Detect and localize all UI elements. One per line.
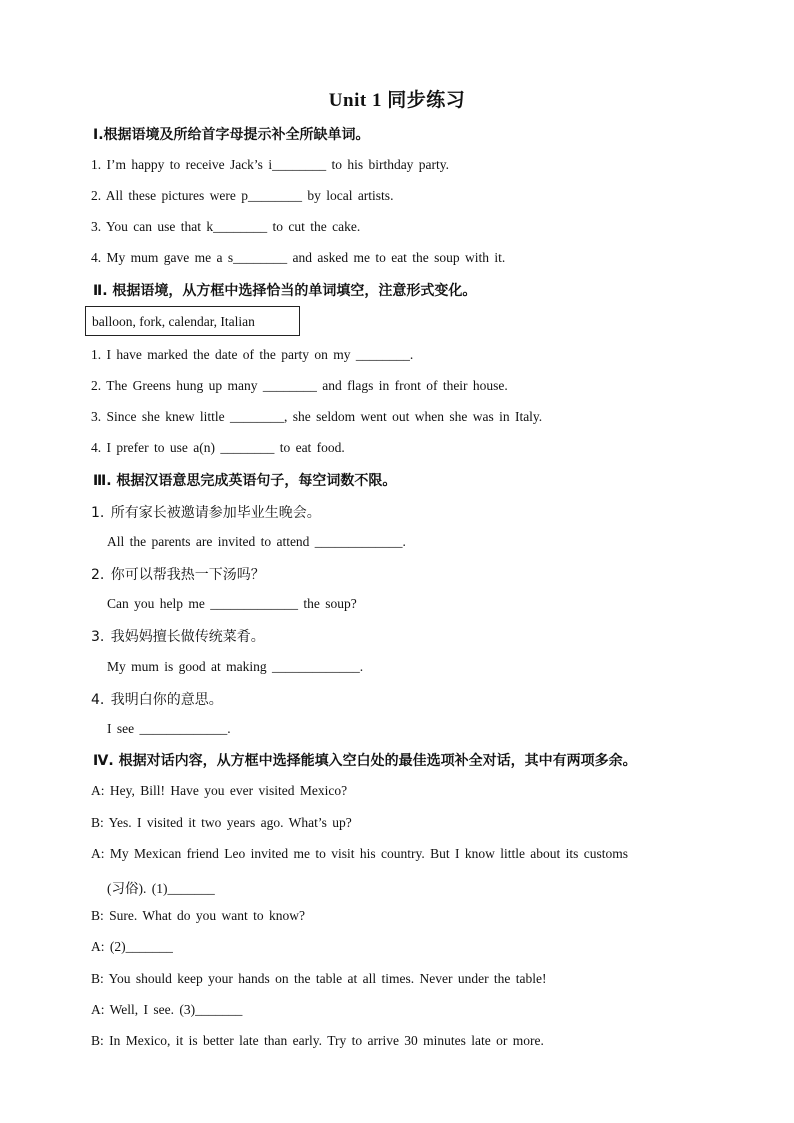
section-3-english-sentence: Can you help me _____________ the soup? [107, 596, 357, 611]
section-3-english-sentence: My mum is good at making _____________. [107, 659, 364, 674]
dialogue-line: A: My Mexican friend Leo invited me to visit his country. But I know little about its customs [91, 846, 629, 861]
section-2-item: 2. The Greens hung up many ________ and flags in front of their house. [91, 378, 508, 393]
dialogue-line: A: (2)_______ [91, 939, 173, 954]
dialogue-line: A: Well, I see. (3)_______ [91, 1002, 243, 1017]
word-bank-box [85, 306, 300, 336]
section-3-english-sentence: All the parents are invited to attend _____________. [107, 534, 406, 549]
section-3-heading: Ⅲ. 根据汉语意思完成英语句子，每空词数不限。 [93, 473, 397, 489]
dialogue-line: (习俗). (1)_______ [107, 881, 215, 896]
section-3-chinese-sentence: 3. 我妈妈擅长做传统菜肴。 [91, 629, 265, 645]
section-3-chinese-sentence: 4. 我明白你的意思。 [91, 692, 223, 708]
section-2-item: 1. I have marked the date of the party on my ________. [91, 347, 414, 362]
section-4-heading: Ⅳ. 根据对话内容，从方框中选择能填入空白处的最佳选项补全对话，其中有两项多余。 [93, 753, 637, 769]
section-2-item: 3. Since she knew little ________, she seldom went out when she was in Italy. [91, 409, 543, 424]
section-2-item: 4. I prefer to use a(n) ________ to eat food. [91, 440, 345, 455]
section-3-chinese-sentence: 1. 所有家长被邀请参加毕业生晚会。 [91, 505, 321, 521]
word-bank-text: balloon, fork, calendar, Italian [92, 314, 255, 329]
dialogue-line: A: Hey, Bill! Have you ever visited Mexico? [91, 783, 348, 798]
section-2-heading: Ⅱ. 根据语境，从方框中选择恰当的单词填空，注意形式变化。 [93, 283, 477, 299]
section-1-item: 1. I’m happy to receive Jack’s i________ to his birthday party. [91, 157, 450, 172]
dialogue-line: B: Yes. I visited it two years ago. What’s up? [91, 815, 352, 830]
dialogue-line: B: Sure. What do you want to know? [91, 908, 305, 923]
section-1-item: 4. My mum gave me a s________ and asked me to eat the soup with it. [91, 250, 506, 265]
page-title: Unit 1 同步练习 [328, 90, 466, 111]
section-1-item: 2. All these pictures were p________ by local artists. [91, 188, 394, 203]
section-3-english-sentence: I see _____________. [107, 721, 231, 736]
section-1-heading: Ⅰ.根据语境及所给首字母提示补全所缺单词。 [93, 127, 370, 143]
section-3-chinese-sentence: 2. 你可以帮我热一下汤吗？ [91, 567, 265, 583]
dialogue-line: B: In Mexico, it is better late than early. Try to arrive 30 minutes late or more. [91, 1033, 544, 1048]
section-1-item: 3. You can use that k________ to cut the cake. [91, 219, 361, 234]
dialogue-line: B: You should keep your hands on the table at all times. Never under the table! [91, 971, 547, 986]
